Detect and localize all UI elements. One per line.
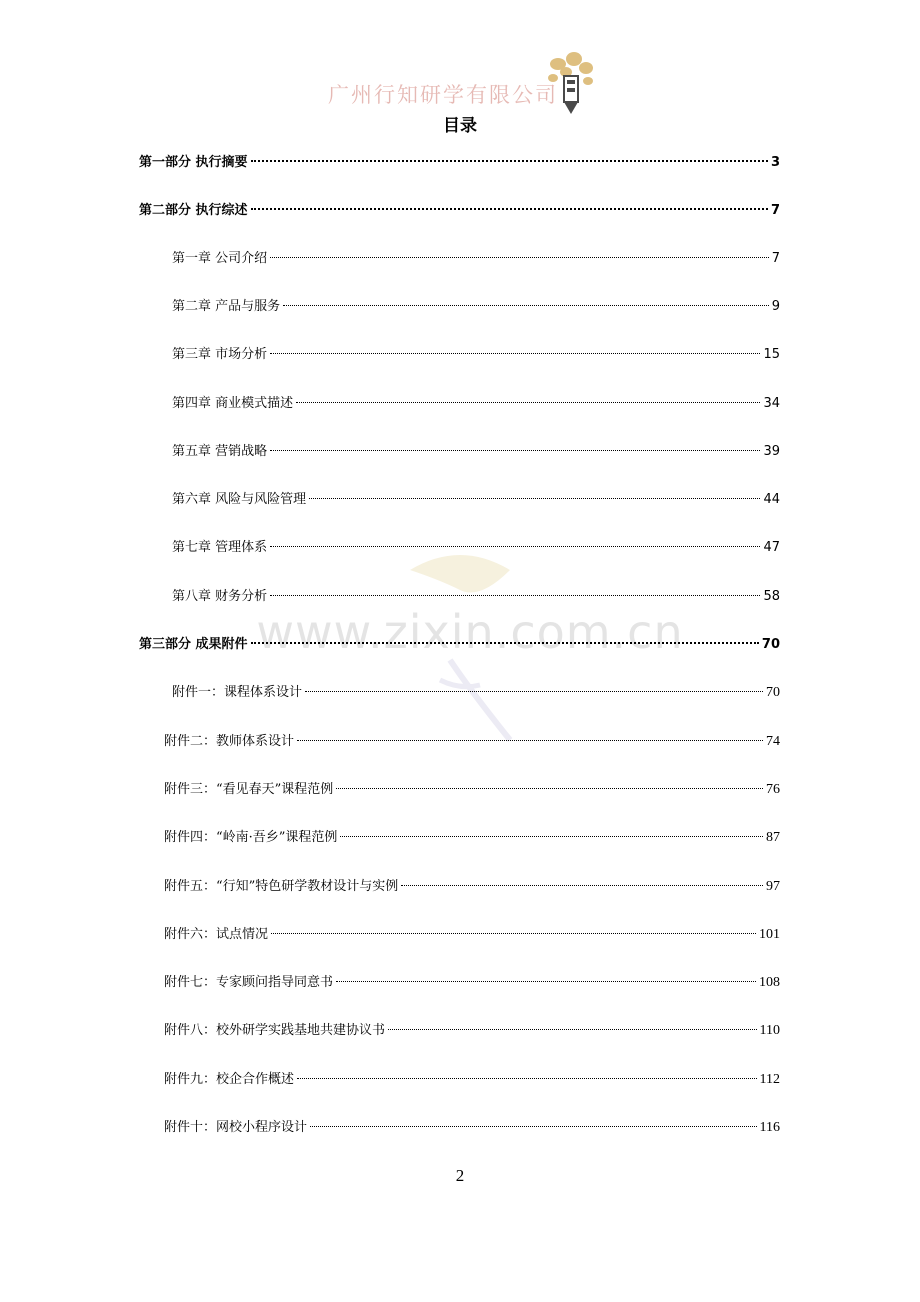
toc-entry-page: 58 (763, 589, 780, 604)
toc-entry-page: 15 (763, 347, 780, 362)
toc-title: 目录 (443, 116, 477, 136)
toc-entry-label: 第二章 产品与服务 (172, 299, 281, 314)
toc-entry-label: 第二部分 执行综述 (139, 203, 248, 218)
toc-entry-label: 附件一：课程体系设计 (172, 685, 303, 700)
toc-entry[interactable] (164, 779, 780, 801)
toc-leader (297, 740, 763, 741)
toc-leader (251, 160, 768, 162)
toc-entry[interactable] (172, 682, 780, 704)
toc-entry-page: 70 (766, 685, 780, 700)
toc-entry[interactable] (172, 248, 780, 270)
toc-entry[interactable] (172, 344, 780, 366)
company-name: 广州行知研学有限公司 (328, 83, 558, 107)
toc-entry[interactable] (164, 1069, 780, 1091)
toc-entry[interactable] (172, 586, 780, 608)
company-logo-icon (544, 50, 596, 116)
toc-leader (270, 450, 760, 451)
toc-entry-page: 47 (763, 540, 780, 555)
toc-leader (271, 933, 756, 934)
toc-entry[interactable] (172, 537, 780, 559)
toc-leader (296, 402, 760, 403)
toc-leader (388, 1029, 757, 1030)
toc-entry-label: 附件八：校外研学实践基地共建协议书 (164, 1023, 386, 1038)
toc-entry-page: 39 (763, 444, 780, 459)
toc-entry-label: 第三章 市场分析 (172, 347, 268, 362)
toc-entry-page: 9 (771, 299, 780, 314)
toc-leader (336, 788, 763, 789)
watermark: www.zixin.com.cn (256, 605, 684, 659)
toc-entry-page: 116 (759, 1120, 780, 1135)
toc-entry-label: 附件四：“岭南·吾乡”课程范例 (164, 830, 338, 845)
toc-entry-page: 70 (761, 637, 780, 652)
toc-entry[interactable] (139, 634, 780, 656)
toc-entry[interactable] (164, 924, 780, 946)
toc-leader (251, 208, 768, 210)
toc-entry-label: 第四章 商业模式描述 (172, 396, 294, 411)
toc-entry-label: 附件十：网校小程序设计 (164, 1120, 308, 1135)
toc-leader (336, 981, 756, 982)
toc-leader (310, 1126, 757, 1127)
toc-entry[interactable] (164, 876, 780, 898)
toc-entry[interactable] (164, 731, 780, 753)
toc-leader (401, 885, 763, 886)
toc-entry-page: 76 (766, 782, 780, 797)
toc-entry-page: 110 (759, 1023, 780, 1038)
toc-entry-page: 7 (770, 203, 780, 218)
toc-entry-label: 附件三：“看见春天”课程范例 (164, 782, 334, 797)
toc-entry-page: 112 (759, 1072, 780, 1087)
toc-entry[interactable] (139, 152, 780, 174)
toc-leader (305, 691, 763, 692)
toc-entry-label: 第七章 管理体系 (172, 540, 268, 555)
toc-entry-label: 附件七：专家顾问指导同意书 (164, 975, 334, 990)
toc-entry-page: 34 (763, 396, 780, 411)
toc-entry-page: 74 (766, 734, 780, 749)
toc-entry-label: 第八章 财务分析 (172, 589, 268, 604)
toc-leader (340, 836, 763, 837)
toc-leader (309, 498, 760, 499)
toc-entry-page: 87 (766, 830, 780, 845)
toc-entry-label: 附件二：教师体系设计 (164, 734, 295, 749)
toc-entry-label: 附件六：试点情况 (164, 927, 269, 942)
toc-entry-label: 第一章 公司介绍 (172, 251, 268, 266)
toc-entry[interactable] (172, 441, 780, 463)
toc-entry[interactable] (164, 827, 780, 849)
toc-entry-label: 附件五：“行知”特色研学教材设计与实例 (164, 879, 399, 894)
toc-entry[interactable] (139, 200, 780, 222)
toc-entry-page: 97 (766, 879, 780, 894)
toc-entry[interactable] (172, 489, 780, 511)
toc-entry-page: 108 (759, 975, 780, 990)
toc-entry-page: 101 (759, 927, 780, 942)
page-header (0, 78, 920, 112)
toc-entry-label: 第五章 营销战略 (172, 444, 268, 459)
toc-entry[interactable] (172, 296, 780, 318)
toc-leader (297, 1078, 757, 1079)
toc-entry-label: 第一部分 执行摘要 (139, 155, 248, 170)
toc-leader (270, 595, 760, 596)
toc-leader (251, 642, 759, 644)
toc-entry[interactable] (164, 1117, 780, 1139)
toc-entry-label: 第三部分 成果附件 (139, 637, 248, 652)
toc-entry-label: 附件九：校企合作概述 (164, 1072, 295, 1087)
toc-leader (283, 305, 769, 306)
toc-leader (270, 353, 760, 354)
toc-entry-page: 3 (770, 155, 780, 170)
toc-entry[interactable] (172, 393, 780, 415)
toc-entry-label: 第六章 风险与风险管理 (172, 492, 307, 507)
toc-entry[interactable] (164, 1020, 780, 1042)
toc-entry-page: 7 (771, 251, 780, 266)
toc-leader (270, 257, 769, 258)
toc-entry-page: 44 (763, 492, 780, 507)
toc-entry[interactable] (164, 972, 780, 994)
page-number: 2 (455, 1166, 465, 1185)
toc-leader (270, 546, 760, 547)
